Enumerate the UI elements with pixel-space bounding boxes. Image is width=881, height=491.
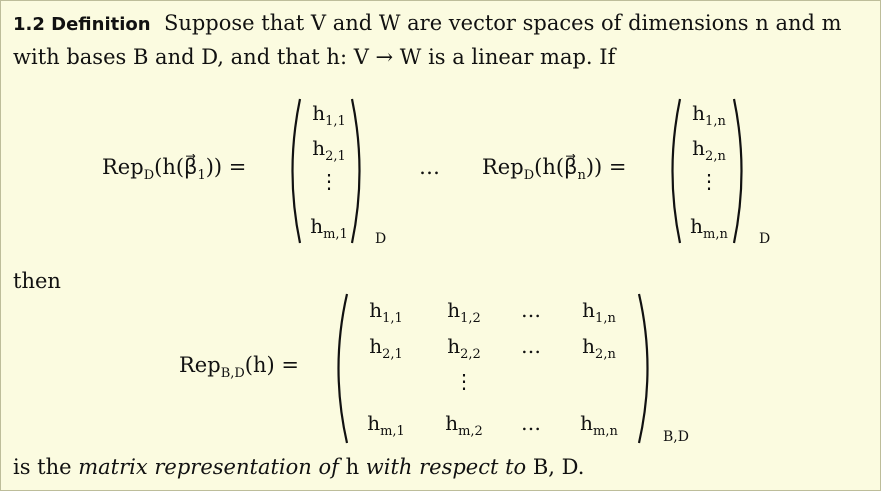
defined-term: matrix representation of — [78, 455, 339, 479]
intro-line-2: with bases B and D, and that h: V → W is a linear map. If — [13, 45, 616, 69]
intro-text-1: Suppose that V and W are vector spaces of dimensions n and m — [163, 11, 842, 35]
col1-outer-sub: D — [375, 231, 387, 247]
coln-entry-m: $h_{m,n}$ — [690, 214, 728, 242]
matrix-r4-c4: $h_{m,n}$ — [580, 411, 618, 439]
right-paren-col1 — [348, 96, 370, 246]
matrix-r2-c4: $h_{2,n}$ — [582, 334, 616, 362]
matrix-vdots: ⋮ — [454, 369, 474, 393]
matrix-r4-c3: … — [521, 411, 541, 435]
matrix-r2-c3: … — [521, 334, 541, 358]
coln-outer-sub: D — [759, 231, 771, 247]
matrix-r1-c3: … — [521, 298, 541, 322]
right-paren-coln — [730, 96, 752, 246]
coln-vdots: ⋮ — [699, 169, 719, 193]
coln-entry-1: $h_{1,n}$ — [692, 101, 726, 129]
matrix-r1-c2: $h_{1,2}$ — [447, 298, 481, 326]
matrix-r2-c1: $h_{2,1}$ — [369, 334, 403, 362]
col1-entry-1: $h_{1,1}$ — [312, 101, 346, 129]
then-text: then — [13, 269, 61, 293]
col1-vdots: ⋮ — [319, 169, 339, 193]
matrix-r4-c2: $h_{m,2}$ — [445, 411, 483, 439]
ellipsis: … — [419, 155, 440, 179]
matrix-r4-c1: $h_{m,1}$ — [367, 411, 405, 439]
rep-coln-lhs: $Rep_D(h(\beta⃗_n))$ = — [482, 155, 627, 183]
coln-entry-2: $h_{2,n}$ — [692, 136, 726, 164]
closing-line: is the matrix representation of h with respect to B, D. — [13, 455, 585, 479]
matrix-outer-sub: B,D — [663, 429, 689, 445]
intro-line-1 — [13, 11, 842, 35]
right-paren-matrix — [635, 291, 659, 446]
definition-label: 1.2 Definition — [13, 14, 151, 35]
col1-entry-m: $h_{m,1}$ — [310, 214, 348, 242]
rep-matrix-lhs: Rep$_{B,D}$(h) = — [179, 353, 299, 381]
matrix-r1-c1: $h_{1,1}$ — [369, 298, 403, 326]
rep-col1-lhs: $Rep_D(h(\beta⃗_1))$ = — [102, 155, 247, 183]
matrix-r2-c2: $h_{2,2}$ — [447, 334, 481, 362]
col1-entry-2: $h_{2,1}$ — [312, 136, 346, 164]
matrix-r1-c4: $h_{1,n}$ — [582, 298, 616, 326]
